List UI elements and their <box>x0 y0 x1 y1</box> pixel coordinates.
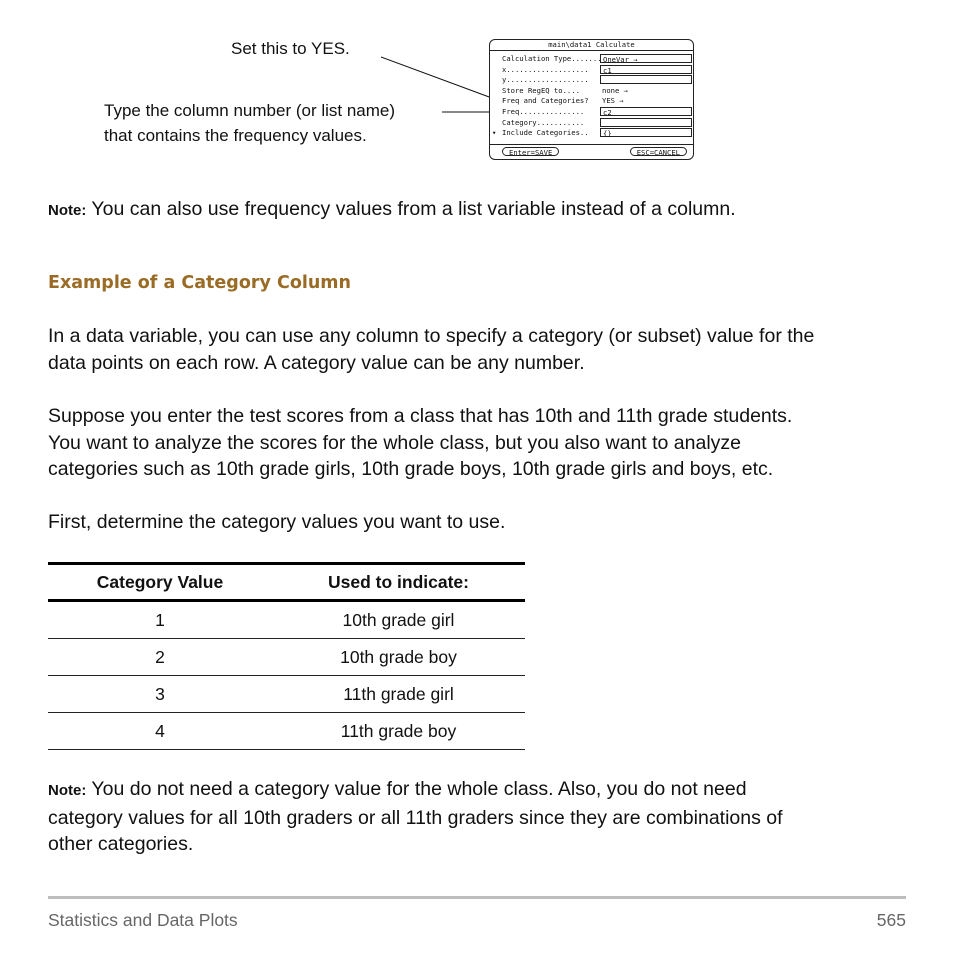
note-frequency-list <box>48 196 736 225</box>
paragraph-line: Suppose you enter the test scores from a class that has 10th and 11th grade students. <box>48 405 793 427</box>
calc-row-value: YES → <box>602 96 624 106</box>
calc-row-label: y................... <box>502 75 589 85</box>
calc-row-value <box>600 118 692 127</box>
footer-divider <box>48 896 906 899</box>
calc-row-label: Calculation Type....... <box>502 54 602 63</box>
footer-page-number: 565 <box>876 910 906 930</box>
note-text-line: other categories. <box>48 833 194 855</box>
section-heading: Example of a Category Column <box>48 273 351 293</box>
note-text-line: You do not need a category value for the whole class. Also, you do not need <box>91 778 747 800</box>
calc-row-marker: ▾ <box>492 128 497 138</box>
paragraph-test-scores <box>48 403 918 483</box>
calc-row-label: Category........... <box>502 117 585 127</box>
calc-screen-title: main\data1 Calculate <box>490 40 693 51</box>
calc-screen-row <box>492 107 691 117</box>
calc-row-label: Freq and Categories? <box>502 96 589 106</box>
note-label: Note: <box>48 202 87 219</box>
table-cell-category: 4 <box>48 713 272 750</box>
footer-section-title: Statistics and Data Plots <box>48 910 238 930</box>
table-cell-indicates: 11th grade girl <box>272 676 525 713</box>
calc-row-value: OneVar → <box>600 54 692 63</box>
calc-row-label: Store RegEQ to.... <box>502 85 580 95</box>
calc-row-value <box>600 75 692 84</box>
calc-screen-row <box>492 128 691 138</box>
callout-column-line1: Type the column number (or list name) <box>104 101 396 120</box>
calc-row-value: {} <box>600 128 692 137</box>
leader-line-yes <box>381 57 500 101</box>
calc-row-label: x................... <box>502 64 589 74</box>
table-header-category-value: Category Value <box>48 564 272 601</box>
table-cell-category: 3 <box>48 676 272 713</box>
calc-esc-cancel-button: ESC=CANCEL <box>630 147 687 156</box>
calc-screen-row <box>492 54 691 64</box>
calc-screen-row <box>492 75 691 85</box>
paragraph-line: data points on each row. A category value can be any number. <box>48 351 585 374</box>
callout-leader-lines <box>0 0 954 200</box>
note-text: You can also use frequency values from a list variable instead of a column. <box>91 198 736 220</box>
table-cell-indicates: 10th grade girl <box>272 601 525 639</box>
paragraph-determine-values <box>48 509 918 536</box>
table-header-used-to-indicate: Used to indicate: <box>272 564 525 601</box>
calc-row-value: none → <box>602 85 628 95</box>
calc-row-label: Freq............... <box>502 107 585 116</box>
calc-row-value: c2 <box>600 107 692 116</box>
table-cell-category: 1 <box>48 601 272 639</box>
table-row <box>48 713 525 750</box>
calc-screen-row <box>492 96 691 106</box>
paragraph-line: In a data variable, you can use any column to specify a category (or subset) value for the <box>48 325 815 347</box>
table-row <box>48 676 525 713</box>
table-cell-indicates: 10th grade boy <box>272 639 525 676</box>
calc-enter-save-button: Enter=SAVE <box>502 147 559 156</box>
note-category-combinations <box>48 776 918 858</box>
table-cell-indicates: 11th grade boy <box>272 713 525 750</box>
calc-screen-row <box>492 118 691 128</box>
table-header-row <box>48 564 525 601</box>
calc-row-label: Include Categories.. <box>502 128 589 138</box>
paragraph-line: First, determine the category values you want to use. <box>48 511 506 533</box>
callout-column-line2: that contains the frequency values. <box>104 126 367 145</box>
callout-set-yes: Set this to YES. <box>231 39 350 58</box>
paragraph-line: categories such as 10th grade girls, 10th grade boys, 10th grade girls and boys, etc. <box>48 458 774 480</box>
calc-screen-row <box>492 65 691 75</box>
calculator-screenshot <box>489 39 694 160</box>
calc-row-value: c1 <box>600 65 692 74</box>
note-label: Note: <box>48 782 87 799</box>
paragraph-line: You want to analyze the scores for the whole class, but you also want to analyze <box>48 431 742 454</box>
table-row <box>48 601 525 639</box>
paragraph-category-intro <box>48 323 918 376</box>
calc-screen-footer <box>490 144 693 159</box>
calc-screen-row <box>492 86 691 96</box>
note-text-line: category values for all 10th graders or all 11th graders since they are combinations of <box>48 806 783 829</box>
table-cell-category: 2 <box>48 639 272 676</box>
table-row <box>48 639 525 676</box>
category-value-table <box>48 562 525 750</box>
